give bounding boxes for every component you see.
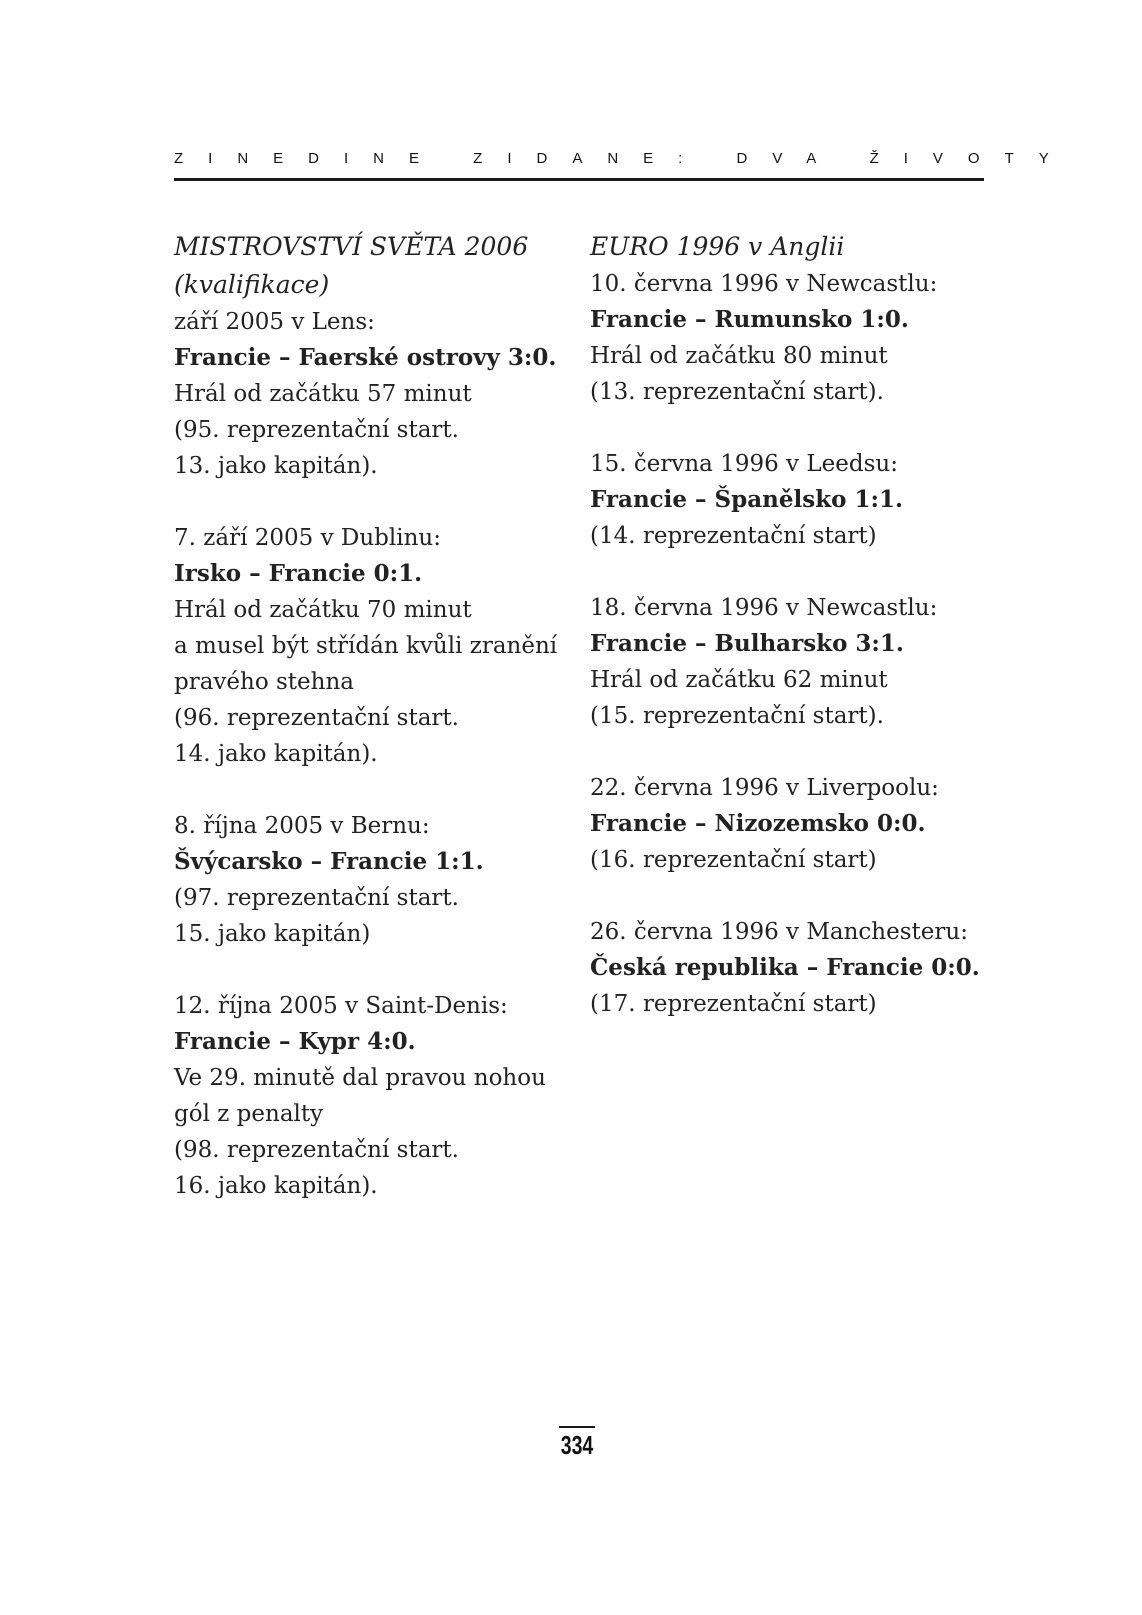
match-note: Hrál od začátku 70 minut	[174, 597, 472, 623]
match-note: 15. jako kapitán)	[174, 921, 371, 947]
match-entry	[174, 988, 574, 1204]
match-date: 15. června 1996 v Leedsu:	[590, 451, 898, 477]
match-note: Hrál od začátku 57 minut	[174, 381, 472, 407]
match-note: 13. jako kapitán).	[174, 453, 378, 479]
match-result: Francie – Faerské ostrovy 3:0.	[174, 344, 557, 371]
running-header: ZINEDINE ZIDANE: DVA ŽIVOTY	[174, 150, 1074, 167]
match-entry	[174, 808, 574, 952]
match-note: (15. reprezentační start).	[590, 703, 884, 729]
match-date: září 2005 v Lens:	[174, 309, 375, 335]
section-heading-euro1996: EURO 1996 v Anglii	[590, 232, 845, 261]
match-note: (95. reprezentační start.	[174, 417, 459, 443]
match-note: (13. reprezentační start).	[590, 379, 884, 405]
match-note: (97. reprezentační start.	[174, 885, 459, 911]
match-date: 8. října 2005 v Bernu:	[174, 813, 430, 839]
match-entry	[590, 266, 990, 410]
match-date: 22. června 1996 v Liverpoolu:	[590, 775, 939, 801]
match-date: 12. října 2005 v Saint-Denis:	[174, 993, 508, 1019]
page-number: 334	[560, 1430, 594, 1460]
match-result: Francie – Nizozemsko 0:0.	[590, 810, 926, 837]
match-result: Česká republika – Francie 0:0.	[590, 954, 980, 981]
match-note: (96. reprezentační start.	[174, 705, 459, 731]
section-subheading: (kvalifikace)	[174, 270, 330, 299]
match-entry	[174, 520, 574, 772]
match-date: 10. června 1996 v Newcastlu:	[590, 271, 938, 297]
header-rule	[174, 178, 984, 181]
match-entry	[590, 590, 990, 734]
page-number-rule	[559, 1426, 595, 1428]
match-note: Ve 29. minutě dal pravou nohou	[174, 1065, 546, 1091]
match-note: 14. jako kapitán).	[174, 741, 378, 767]
section-heading-wc2006: MISTROVSTVÍ SVĚTA 2006	[174, 232, 529, 261]
match-note: (16. reprezentační start)	[590, 847, 877, 873]
match-note: (17. reprezentační start)	[590, 991, 877, 1017]
match-entry	[590, 914, 990, 1022]
match-result: Francie – Španělsko 1:1.	[590, 486, 903, 513]
match-note: gól z penalty	[174, 1101, 324, 1127]
match-note: (98. reprezentační start.	[174, 1137, 459, 1163]
match-note: pravého stehna	[174, 669, 355, 695]
match-result: Irsko – Francie 0:1.	[174, 560, 423, 587]
match-entry	[590, 770, 990, 878]
match-result: Švýcarsko – Francie 1:1.	[174, 848, 484, 875]
left-column	[174, 228, 574, 1240]
match-note: Hrál od začátku 62 minut	[590, 667, 888, 693]
match-result: Francie – Rumunsko 1:0.	[590, 306, 909, 333]
match-entry	[590, 446, 990, 554]
match-date: 7. září 2005 v Dublinu:	[174, 525, 441, 551]
match-result: Francie – Kypr 4:0.	[174, 1028, 416, 1055]
match-note: Hrál od začátku 80 minut	[590, 343, 888, 369]
match-date: 26. června 1996 v Manchesteru:	[590, 919, 968, 945]
match-note: a musel být střídán kvůli zranění	[174, 633, 558, 659]
match-date: 18. června 1996 v Newcastlu:	[590, 595, 938, 621]
match-note: 16. jako kapitán).	[174, 1173, 378, 1199]
match-result: Francie – Bulharsko 3:1.	[590, 630, 904, 657]
right-column	[590, 228, 990, 1058]
match-entry	[174, 304, 574, 484]
match-note: (14. reprezentační start)	[590, 523, 877, 549]
